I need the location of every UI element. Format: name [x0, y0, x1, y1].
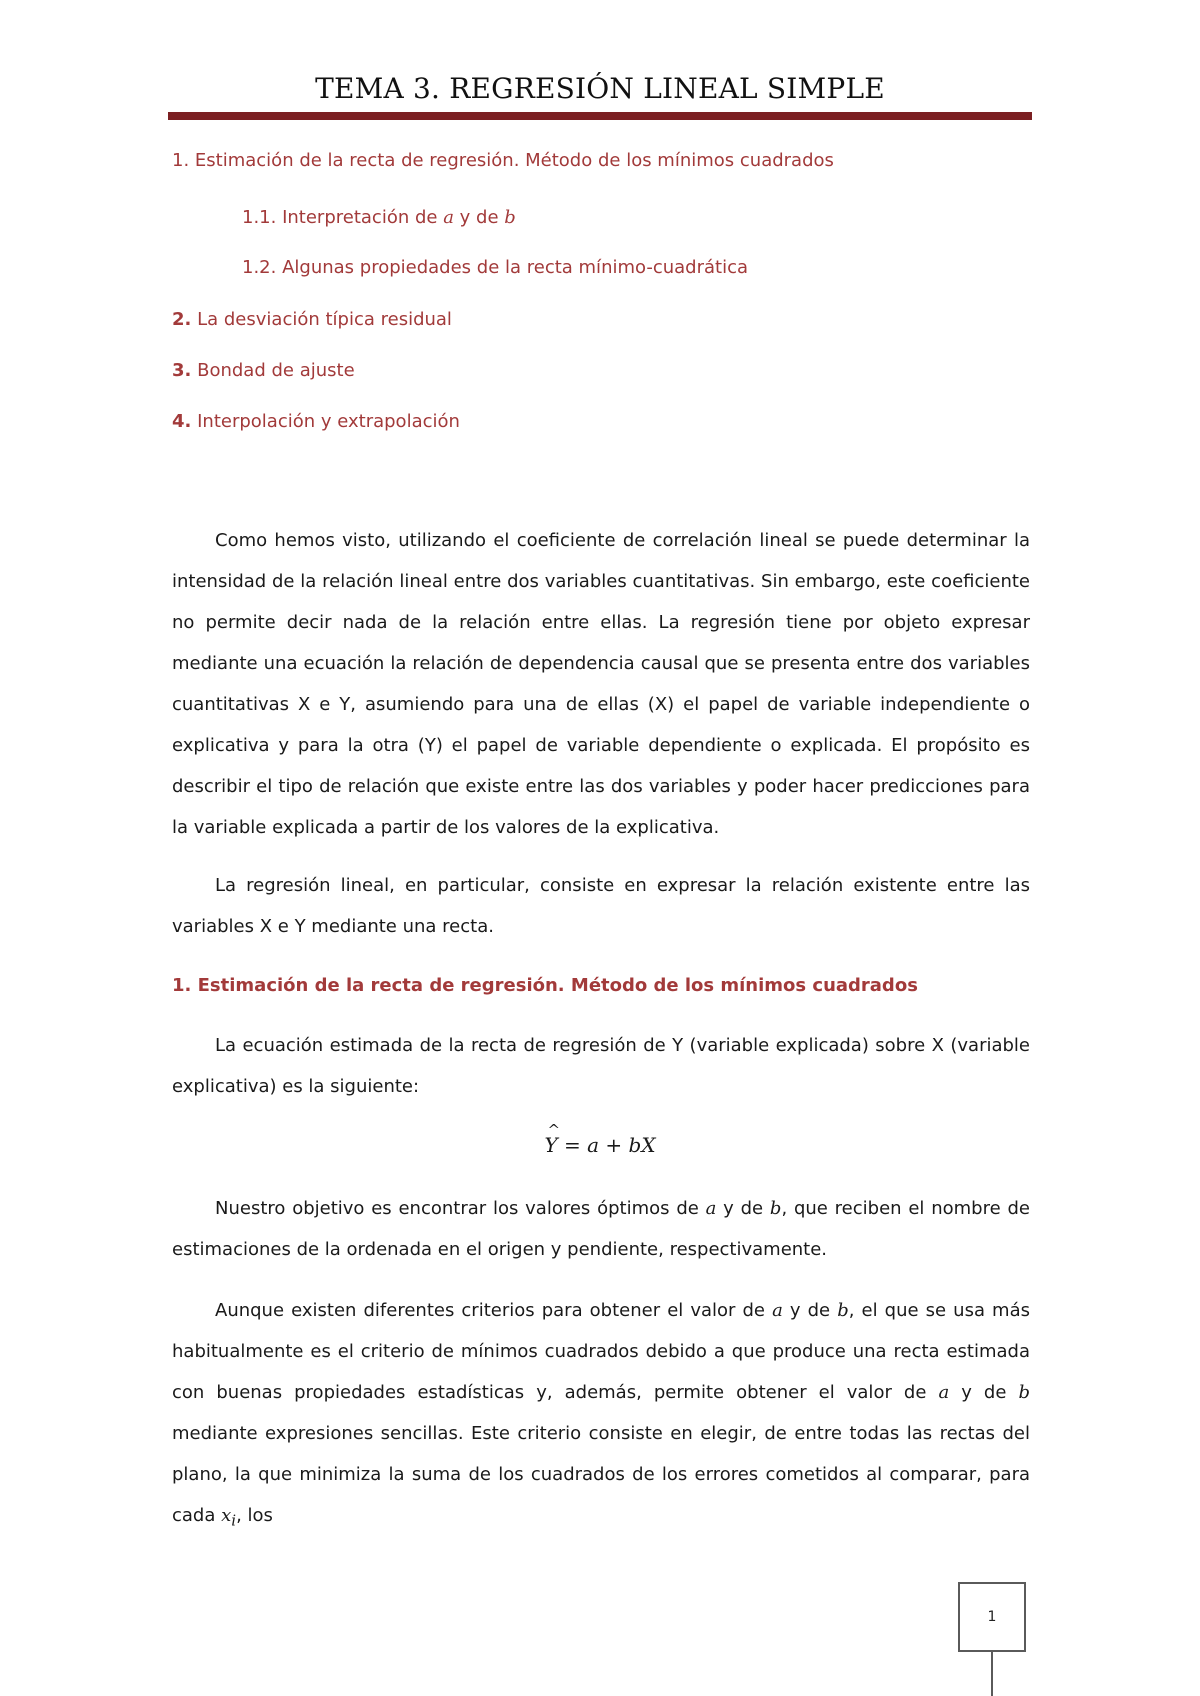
text-run: , el que se usa más habitualmente es el criterio de mínimos cuadrados debido a que produce una recta estimada con buenas propiedades estadísticas y, además, permite obtener el valor de [172, 1300, 1030, 1403]
equation-intro-paragraph [172, 1025, 1030, 1107]
paragraph-text [172, 1188, 1030, 1270]
toc-item-2[interactable] [172, 309, 452, 330]
toc-item-3[interactable] [172, 360, 355, 381]
math-var-b: b [1018, 1382, 1030, 1403]
text-run: , los [236, 1505, 273, 1526]
paragraph-text: La ecuación estimada de la recta de regresión de Y (variable explicada) sobre X (variable explicativa) es la siguiente: [172, 1035, 1030, 1097]
toc-item-number: 2. [172, 309, 192, 330]
toc-item-number: 4. [172, 411, 192, 432]
text-run: mediante expresiones sencillas. Este criterio consiste en elegir, de entre todas las rectas del plano, la que minimiza la suma de los cuadrados de los errores cometidos al comparar, para cada [172, 1423, 1030, 1526]
text-run: Aunque existen diferentes criterios para obtener el valor de [215, 1300, 773, 1321]
math-var-a: a [443, 207, 454, 228]
text-run: y de [949, 1382, 1019, 1403]
math-var-b: b [837, 1300, 849, 1321]
linear-regression-paragraph [172, 865, 1030, 947]
paragraph-text: La regresión lineal, en particular, consiste en expresar la relación existente entre las variables X e Y mediante una recta. [172, 875, 1030, 937]
paragraph-text [172, 1290, 1030, 1542]
formula-rhs: = a + bX [557, 1133, 656, 1157]
math-var-a: a [938, 1382, 950, 1403]
least-squares-paragraph [172, 1290, 1030, 1542]
toc-item-label: y de [453, 207, 505, 228]
formula-y-hat: ^ Y [544, 1133, 557, 1157]
math-var-b: b [769, 1198, 782, 1219]
math-subscript-i: i [231, 1511, 237, 1530]
toc-item-1-2[interactable] [242, 257, 748, 278]
toc-item-label: Interpretación de [276, 207, 444, 228]
toc-item-4[interactable] [172, 411, 460, 432]
math-var-xi [221, 1505, 237, 1530]
page-number: 1 [987, 1609, 997, 1625]
toc-item-number: 3. [172, 360, 192, 381]
page-title: TEMA 3. REGRESIÓN LINEAL SIMPLE [315, 72, 885, 105]
toc-item-label: La desviación típica residual [191, 309, 452, 330]
page-number-box [958, 1582, 1026, 1652]
math-var-b: b [504, 207, 516, 228]
toc-item-label: Bondad de ajuste [191, 360, 355, 381]
regression-formula [0, 1133, 1200, 1157]
toc-item-1-1[interactable] [242, 207, 516, 228]
toc-item-label: Algunas propiedades de la recta mínimo-cuadrática [276, 257, 749, 278]
math-var-x: x [221, 1505, 232, 1526]
text-run: Nuestro objetivo es encontrar los valores óptimos de [215, 1198, 706, 1219]
math-var-a: a [705, 1198, 717, 1219]
text-run: y de [782, 1300, 838, 1321]
intro-paragraph [172, 520, 1030, 848]
toc-item-number: 1. [172, 150, 190, 171]
objective-paragraph [172, 1188, 1030, 1270]
paragraph-text: Como hemos visto, utilizando el coeficiente de correlación lineal se puede determinar la intensidad de la relación lineal entre dos variables cuantitativas. Sin embargo, este coeficiente no permite decir nada de la relación entre ellas. La regresión tiene por objeto expresar mediante una ecuación la relación de dependencia causal que se presenta entre dos variables cuantitativas X e Y, asumiendo para una de ellas (X) el papel de variable independiente o explicativa y para la otra (Y) el papel de variable dependiente o explicada. El propósito es describir el tipo de relación que existe entre las dos variables y poder hacer predicciones para la variable explicada a partir de los valores de la explicativa. [172, 530, 1030, 838]
toc-item-1[interactable] [172, 150, 834, 171]
title-rule [168, 112, 1032, 120]
text-run: , que reciben el nombre de estimaciones de la ordenada en el origen y pendiente, respectivamente. [172, 1198, 1030, 1260]
page-number-connector [991, 1652, 993, 1696]
toc-item-number: 1.1. [242, 207, 277, 228]
toc-item-label: Estimación de la recta de regresión. Método de los mínimos cuadrados [189, 150, 834, 171]
math-var-a: a [772, 1300, 783, 1321]
toc-item-label: Interpolación y extrapolación [191, 411, 460, 432]
text-run: y de [716, 1198, 770, 1219]
toc-item-number: 1.2. [242, 257, 277, 278]
section-heading-1: 1. Estimación de la recta de regresión. Método de los mínimos cuadrados [172, 975, 918, 996]
